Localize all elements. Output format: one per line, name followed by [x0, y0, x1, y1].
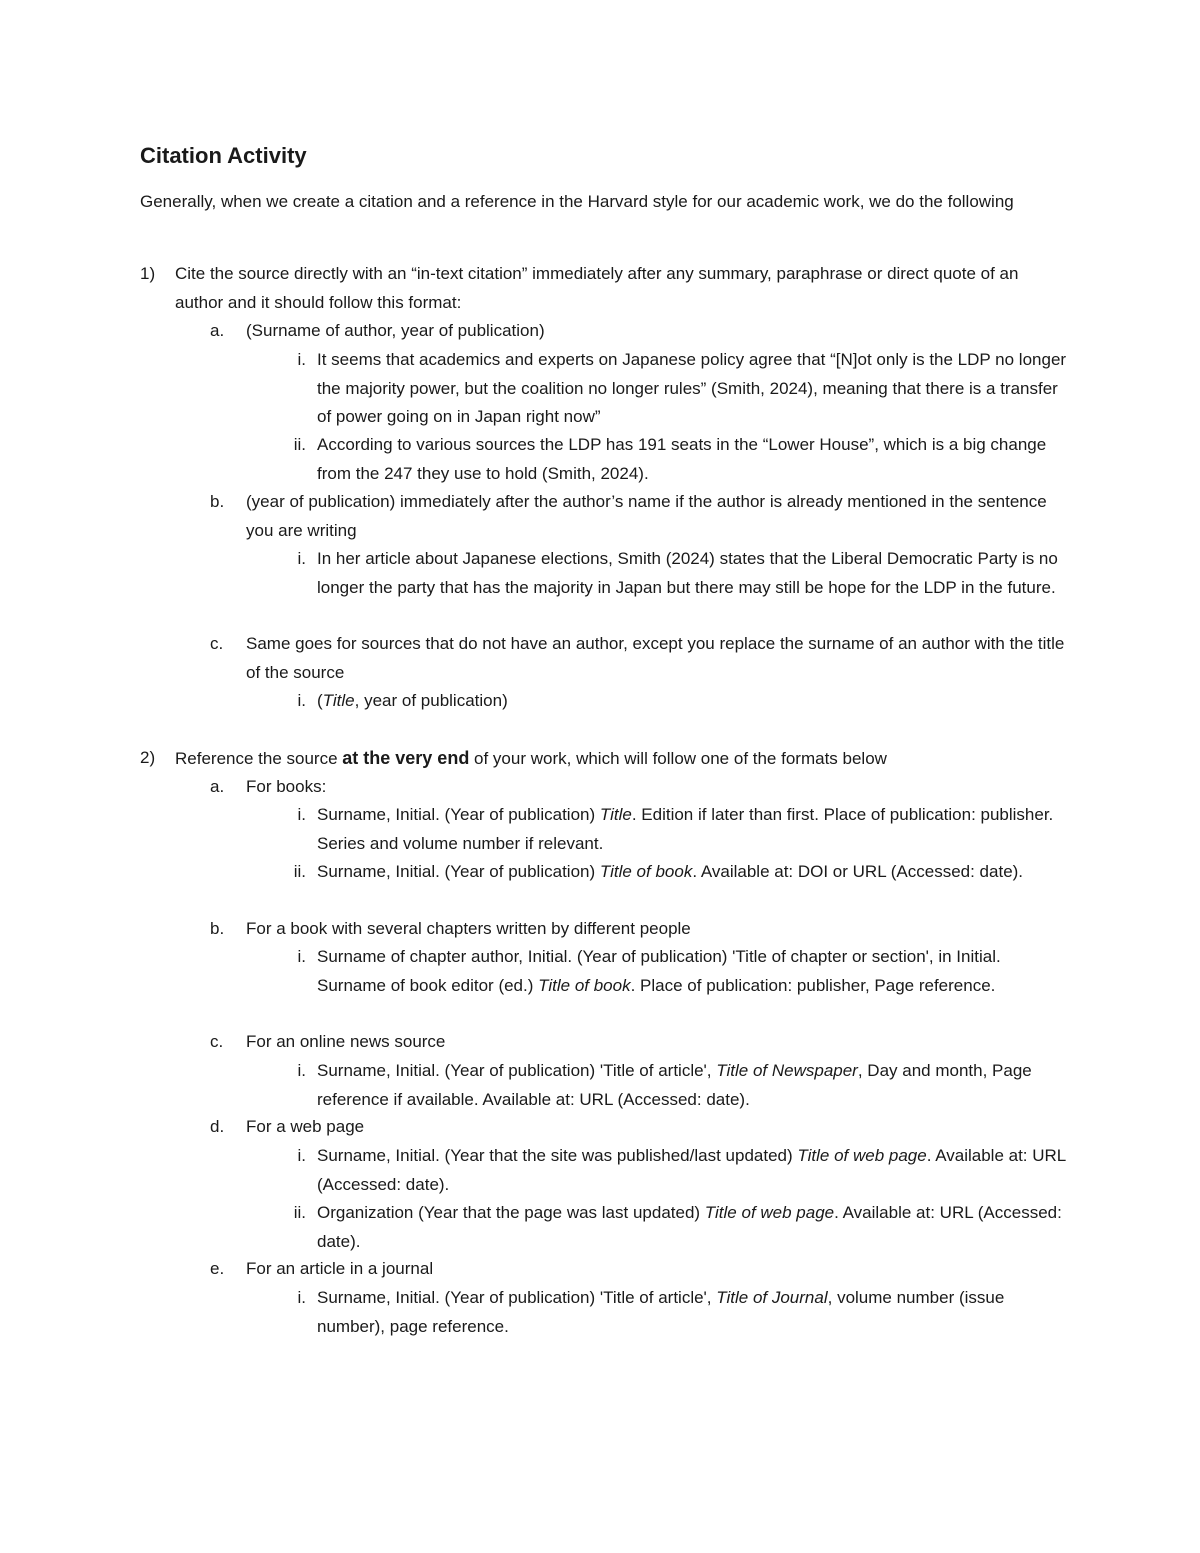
italic-title: Title of book	[599, 862, 693, 881]
text-post: . Available at: DOI or URL (Accessed: date).	[692, 862, 1024, 881]
sub-item-2d	[210, 1113, 1070, 1142]
text-pre: Surname, Initial. (Year of publication)	[317, 805, 600, 824]
text-post: . Available at: URL (Accessed: date).	[317, 1203, 1062, 1251]
text-post: . Place of publication: publisher, Page reference.	[630, 975, 996, 995]
italic-title: Title	[322, 691, 355, 710]
roman-numeral: ii.	[293, 435, 306, 454]
sub-item-2a	[210, 773, 1070, 802]
sub-item-2c	[210, 1028, 1070, 1057]
list-number: 1)	[140, 264, 156, 283]
sub-item-text: For books:	[246, 777, 327, 796]
roman-numeral: i.	[297, 691, 306, 710]
reference-format	[317, 1057, 1070, 1114]
roman-numeral: i.	[297, 1061, 306, 1080]
italic-title: Title of Newspaper	[716, 1061, 858, 1080]
italic-title: Title of Journal	[716, 1288, 828, 1307]
roman-numeral: i.	[297, 549, 306, 568]
open-paren: (	[317, 691, 323, 710]
sub-sub-item-2a-ii	[280, 858, 1070, 887]
text-pre: Surname of chapter author, Initial. (Year of publication) 'Title of chapter or section', in Initial. Surname of book editor (ed.)	[317, 947, 1001, 995]
sub-item-letter: a.	[210, 321, 225, 340]
text-rest: , year of publication)	[354, 691, 508, 710]
sub-item-1b	[210, 488, 1070, 545]
text-pre: Organization (Year that the page was last updated)	[317, 1203, 705, 1222]
text-post: . Edition if later than first. Place of publication: publisher. Series and volume number if relevant.	[317, 805, 1054, 853]
text-post: , Day and month, Page reference if available. Available at: URL (Accessed: date).	[317, 1061, 1032, 1109]
sub-item-letter: b.	[210, 919, 225, 938]
sub-item-text: (Surname of author, year of publication)	[246, 321, 545, 340]
roman-numeral: ii.	[293, 1203, 306, 1222]
sub-item-letter: a.	[210, 777, 225, 796]
sub-item-2e	[210, 1255, 1070, 1284]
text-pre: Surname, Initial. (Year of publication) 'Title of article',	[317, 1061, 717, 1080]
sub-sub-item-2a-i	[280, 801, 1070, 858]
roman-numeral: ii.	[293, 862, 306, 881]
sub-sub-item-1c-i	[280, 687, 1070, 716]
text-post: , volume number (issue number), page reference.	[317, 1288, 1005, 1336]
sub-item-letter: d.	[210, 1117, 225, 1136]
list-item-1	[140, 260, 1070, 317]
example-text: In her article about Japanese elections, Smith (2024) states that the Liberal Democratic Party is no longer the party that has the majority in Japan but there may still be hope for the LDP in the future.	[317, 549, 1058, 597]
roman-numeral: i.	[297, 1288, 306, 1307]
bold-emphasis: at the very end	[342, 748, 470, 768]
roman-numeral: i.	[297, 350, 306, 369]
sub-sub-item-2b-i	[280, 943, 1070, 1000]
reference-format	[317, 801, 1070, 858]
list-item-2	[140, 744, 1070, 774]
intro-paragraph: Generally, when we create a citation and a reference in the Harvard style for our academic work, we do the following	[140, 192, 1014, 211]
text-pre: Surname, Initial. (Year of publication) 'Title of article',	[317, 1288, 717, 1307]
sub-item-letter: c.	[210, 1032, 224, 1051]
text-pre: Reference the source	[175, 749, 343, 768]
list-item-text	[175, 744, 1070, 774]
reference-format	[317, 1142, 1070, 1199]
sub-item-text: For a web page	[246, 1117, 365, 1136]
sub-sub-item-2d-i	[280, 1142, 1070, 1199]
sub-sub-item-1a-i	[280, 346, 1070, 432]
text-pre: Surname, Initial. (Year of publication)	[317, 862, 600, 881]
example-text: It seems that academics and experts on Japanese policy agree that “[N]ot only is the LDP no longer the majority power, but the coalition no longer rules” (Smith, 2024), meaning that there is a transfer of power going on in Japan right now”	[317, 350, 1067, 426]
roman-numeral: i.	[297, 1146, 306, 1165]
list-item-text: Cite the source directly with an “in-text citation” immediately after any summary, paraphrase or direct quote of an author and it should follow this format:	[175, 264, 1019, 312]
text-post: . Available at: URL (Accessed: date).	[317, 1146, 1066, 1194]
reference-format	[317, 1199, 1070, 1256]
reference-format	[317, 943, 1070, 1000]
sub-item-letter: b.	[210, 492, 225, 511]
sub-sub-item-2e-i	[280, 1284, 1070, 1341]
sub-item-text: (year of publication) immediately after the author’s name if the author is already mentioned in the sentence you are writing	[246, 492, 1047, 540]
italic-title: Title	[599, 805, 632, 824]
sub-sub-item-2c-i	[280, 1057, 1070, 1114]
sub-item-text: Same goes for sources that do not have an author, except you replace the surname of an author with the title of the source	[246, 634, 1065, 682]
text-post: of your work, which will follow one of the formats below	[469, 749, 887, 768]
text-pre: Surname, Initial. (Year that the site was published/last updated)	[317, 1146, 798, 1165]
sub-item-1c	[210, 630, 1070, 687]
roman-numeral: i.	[297, 947, 306, 966]
example-text	[317, 687, 1070, 716]
sub-sub-item-1a-ii	[280, 431, 1070, 488]
sub-item-text: For an online news source	[246, 1032, 446, 1051]
roman-numeral: i.	[297, 805, 306, 824]
sub-item-letter: e.	[210, 1259, 225, 1278]
sub-item-text: For a book with several chapters written by different people	[246, 919, 691, 938]
sub-item-1a	[210, 317, 1070, 346]
list-number: 2)	[140, 748, 156, 767]
italic-title: Title of web page	[797, 1146, 927, 1165]
document-title: Citation Activity	[140, 143, 307, 168]
sub-item-2b	[210, 915, 1070, 944]
italic-title: Title of web page	[704, 1203, 835, 1222]
sub-item-letter: c.	[210, 634, 224, 653]
sub-item-text: For an article in a journal	[246, 1259, 434, 1278]
reference-format	[317, 858, 1070, 887]
italic-title: Title of book	[538, 975, 631, 995]
example-text: According to various sources the LDP has 191 seats in the “Lower House”, which is a big change from the 247 they use to hold (Smith, 2024).	[317, 435, 1047, 483]
sub-sub-item-2d-ii	[280, 1199, 1070, 1256]
reference-format	[317, 1284, 1070, 1341]
sub-sub-item-1b-i	[280, 545, 1070, 602]
